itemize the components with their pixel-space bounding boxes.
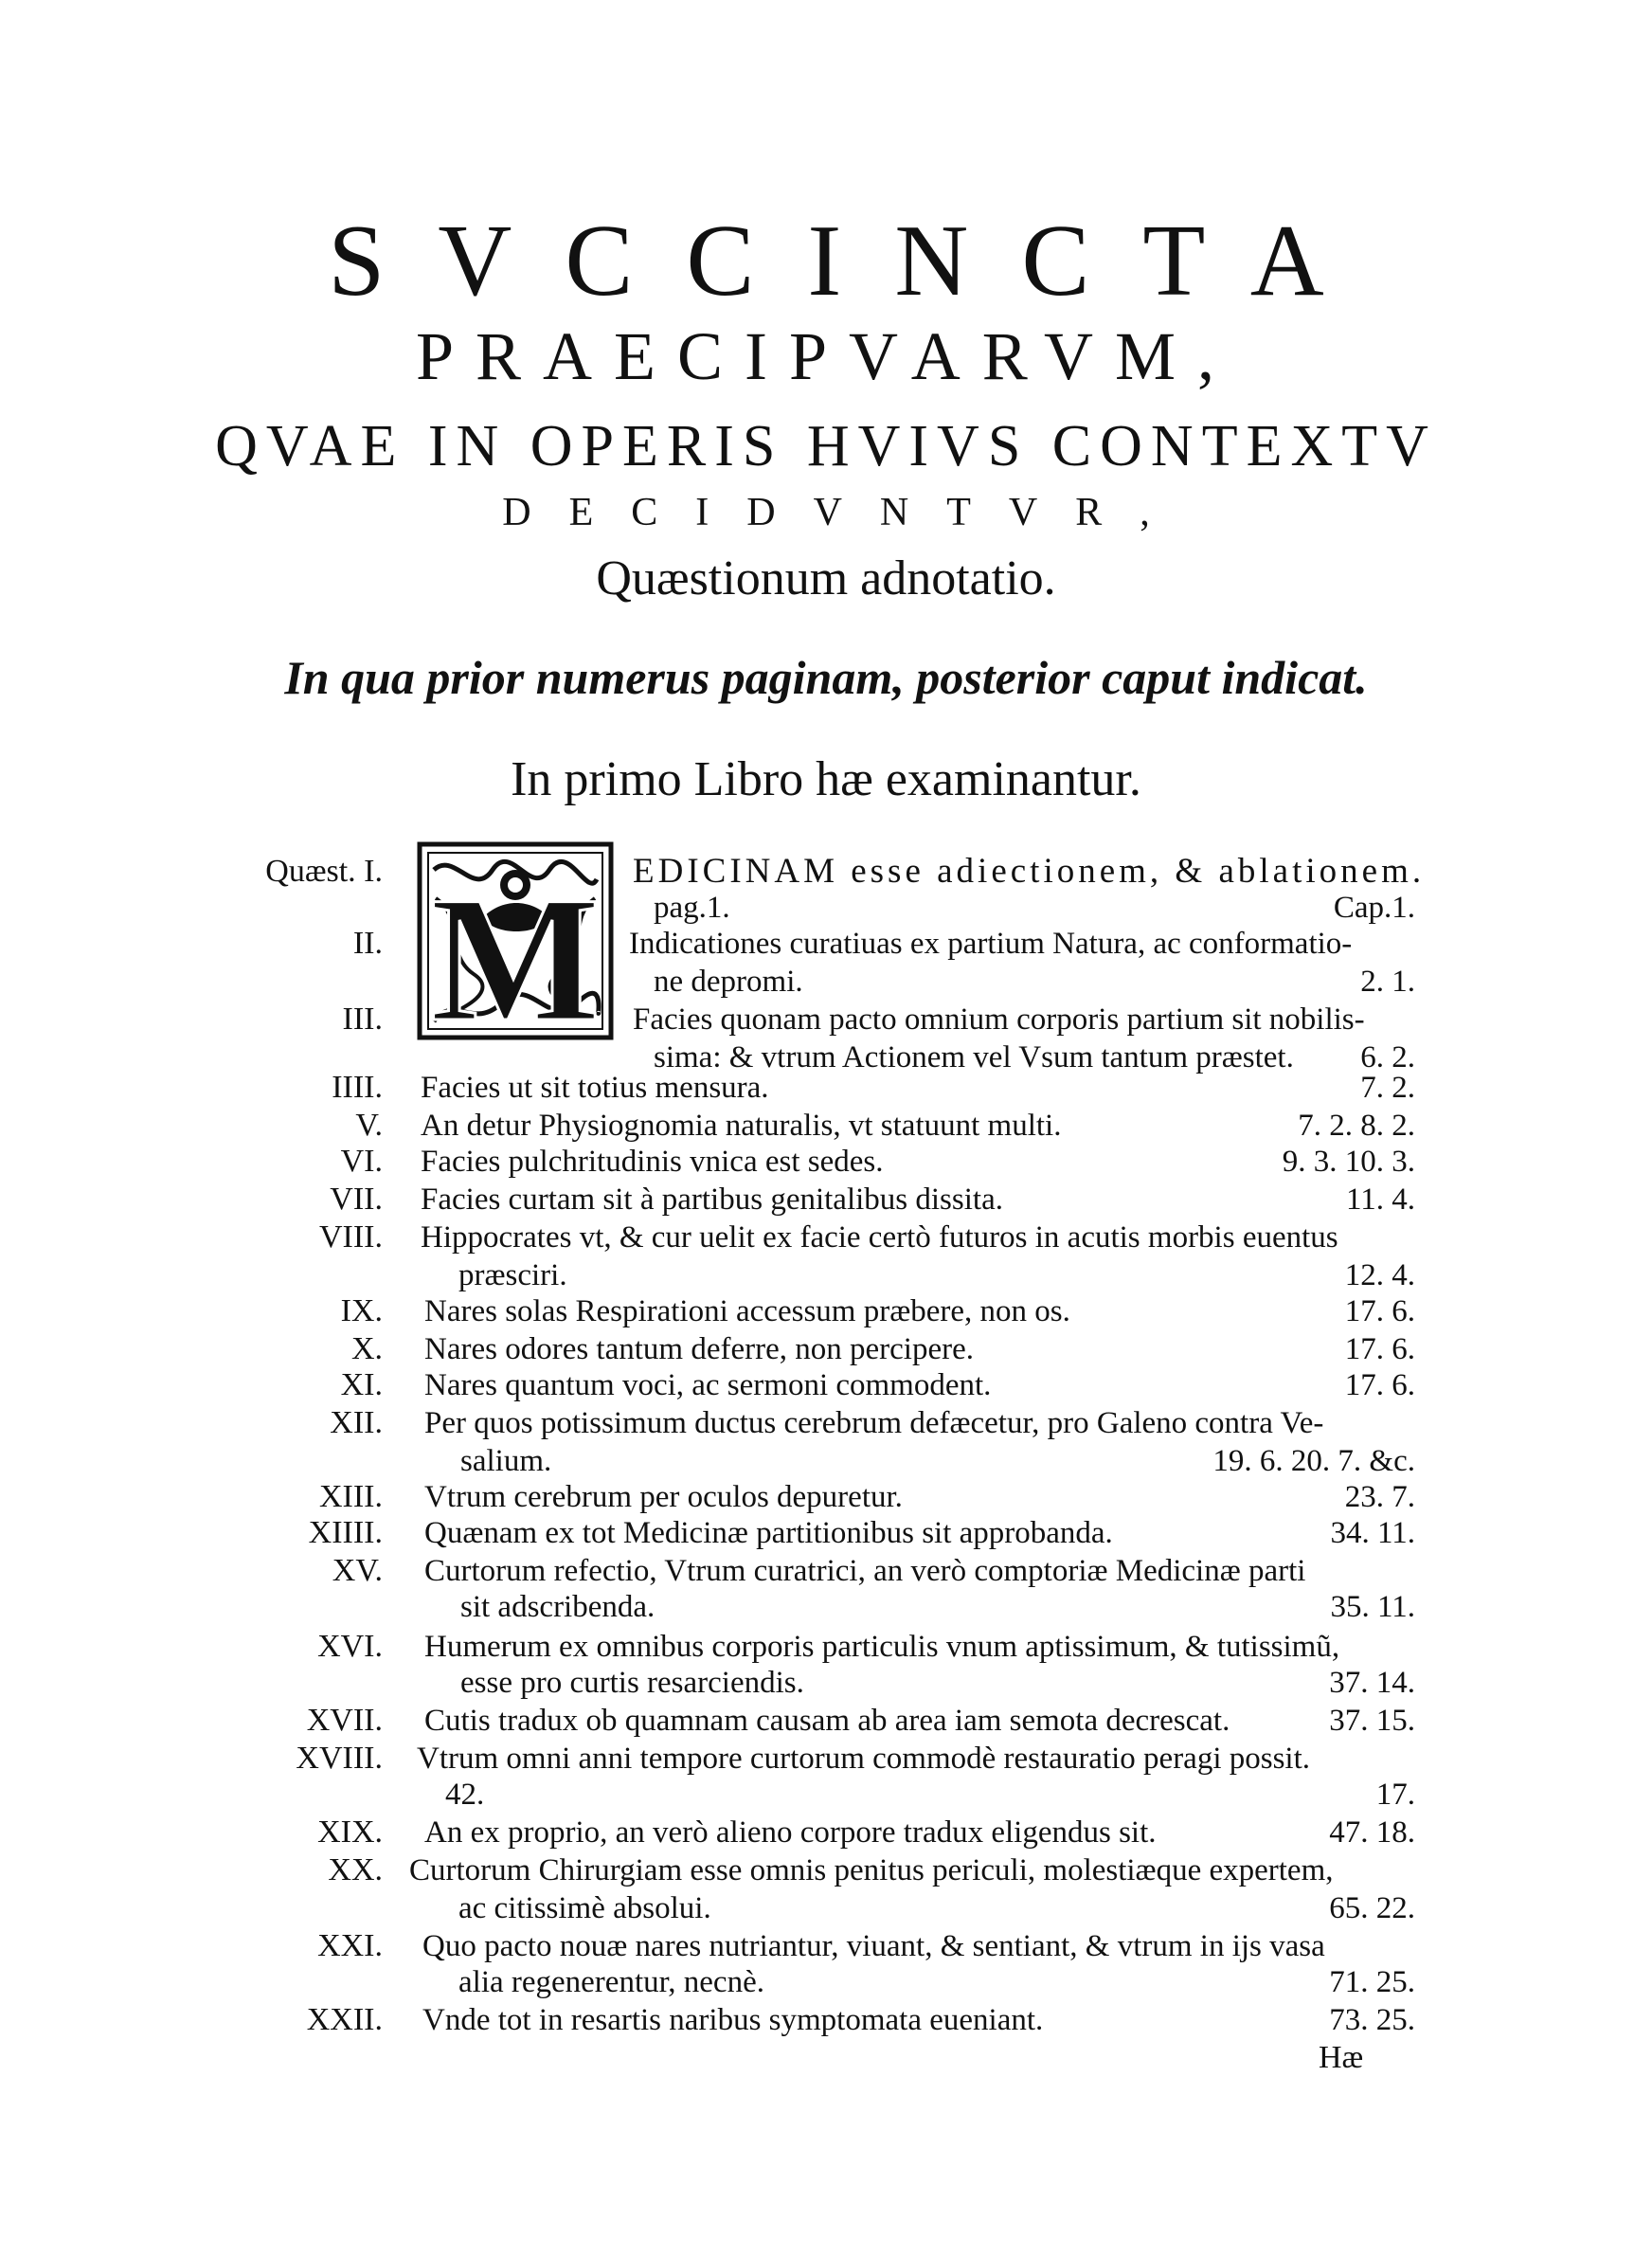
title-line-4: DECIDVNTVR,: [502, 491, 1188, 534]
page-chapter-reference: 9. 3. 10. 3.: [1282, 1145, 1415, 1179]
question-text-line: Quo pacto nouæ nares nutriantur, viuant, & sentiant, & vtrum in ijs vasa: [422, 1929, 1325, 1963]
question-number: XV.: [332, 1553, 383, 1588]
page-chapter-reference: 73. 25.: [1329, 2003, 1415, 2037]
question-text-line: Facies curtam sit à partibus genitalibus dissita.: [421, 1183, 1003, 1217]
page-chapter-reference: 11. 4.: [1345, 1183, 1415, 1217]
question-text-line: Indicationes curatiuas ex partium Natura, ac conformatio-: [629, 927, 1353, 961]
page-chapter-reference: 37. 14.: [1329, 1666, 1415, 1700]
question-text-line: ac citissimè absolui.: [458, 1891, 711, 1925]
question-text-line: Facies pulchritudinis vnica est sedes.: [421, 1145, 884, 1179]
catchword: Hæ: [1319, 2040, 1364, 2075]
question-text-line: Facies ut sit totius mensura.: [421, 1071, 769, 1105]
question-number: XVII.: [306, 1703, 383, 1738]
question-number: XIIII.: [308, 1515, 383, 1550]
question-number: XX.: [328, 1852, 383, 1887]
question-text-line: Curtorum refectio, Vtrum curatrici, an verò comptoriæ Medicinæ parti: [424, 1554, 1306, 1588]
question-text-line: Quænam ex tot Medicinæ partitionibus sit approbanda.: [424, 1516, 1113, 1550]
italic-note: In qua prior numerus paginam, posterior caput indicat.: [284, 651, 1368, 704]
question-text-line: Nares quantum voci, ac sermoni commodent.: [424, 1368, 992, 1402]
question-text-line: Cutis tradux ob quamnam causam ab area iam semota decrescat.: [424, 1704, 1230, 1738]
page-chapter-reference: 12. 4.: [1344, 1258, 1415, 1292]
question-number: III.: [342, 1002, 383, 1037]
page-chapter-reference: 7. 2.: [1360, 1071, 1415, 1105]
page-chapter-reference: 65. 22.: [1329, 1891, 1415, 1925]
question-text-line: Per quos potissimum ductus cerebrum defæcetur, pro Galeno contra Ve-: [424, 1406, 1324, 1440]
question-text-line: præsciri.: [458, 1258, 567, 1292]
question-number: VIII.: [318, 1219, 383, 1255]
question-text-line: Curtorum Chirurgiam esse omnis penitus periculi, molestiæque expertem,: [409, 1853, 1334, 1887]
question-number: XIII.: [318, 1479, 383, 1514]
question-number: XVI.: [317, 1629, 383, 1664]
page-chapter-reference: 35. 11.: [1330, 1590, 1415, 1624]
question-text-line: sit adscribenda.: [460, 1590, 655, 1624]
question-number: VII.: [330, 1182, 383, 1217]
question-text-line: Humerum ex omnibus corporis particulis vnum aptissimum, & tutissimũ,: [424, 1630, 1340, 1664]
question-number: XIX.: [317, 1815, 383, 1850]
question-number: VI.: [340, 1144, 383, 1179]
question-text-line: sima: & vtrum Actionem vel Vsum tantum præstet.: [654, 1040, 1294, 1074]
question-number: II.: [352, 926, 383, 961]
question-number: X.: [350, 1331, 383, 1366]
question-number: XII.: [330, 1405, 383, 1440]
question-text-line: EDICINAM esse adiectionem, & ablationem.: [633, 852, 1426, 891]
title-line-1: SVCCINCTA: [328, 205, 1377, 317]
question-text-line: An detur Physiognomia naturalis, vt statuunt multi.: [421, 1109, 1062, 1143]
question-number: XI.: [340, 1367, 383, 1402]
section-heading: In primo Libro hæ examinantur.: [511, 752, 1141, 806]
page-chapter-reference: 17. 6.: [1344, 1368, 1415, 1402]
question-text-line: Vnde tot in resartis naribus symptomata eueniant.: [422, 2003, 1044, 2037]
question-text-line: Hippocrates vt, & cur uelit ex facie certò futuros in acutis morbis euentus: [421, 1220, 1338, 1255]
question-text-line: alia regenerentur, necnè.: [458, 1965, 764, 1999]
question-text-line: Vtrum cerebrum per oculos depuretur.: [424, 1480, 903, 1514]
question-number: XXII.: [306, 2002, 383, 2037]
question-text-line: pag.1.: [654, 891, 730, 925]
question-text-line: Facies quonam pacto omnium corporis partium sit nobilis-: [633, 1002, 1365, 1037]
page-chapter-reference: 7. 2. 8. 2.: [1298, 1109, 1415, 1143]
question-number: Quæst. I.: [265, 854, 383, 889]
page-chapter-reference: 2. 1.: [1360, 965, 1415, 999]
title-line-2: PRAECIPVARVM,: [415, 318, 1237, 394]
question-text-line: salium.: [460, 1444, 552, 1478]
page-chapter-reference: 17.: [1375, 1778, 1415, 1812]
decorated-initial-m: [417, 841, 614, 1040]
question-number: XXI.: [317, 1928, 383, 1963]
page-chapter-reference: 17. 6.: [1344, 1294, 1415, 1328]
page-chapter-reference: 71. 25.: [1329, 1965, 1415, 1999]
page-chapter-reference: 19. 6. 20. 7. &c.: [1212, 1444, 1415, 1478]
question-text-line: ne depromi.: [654, 965, 803, 999]
page-chapter-reference: 17. 6.: [1344, 1332, 1415, 1366]
question-text-line: Nares solas Respirationi accessum præbere, non os.: [424, 1294, 1070, 1328]
question-text-line: An ex proprio, an verò alieno corpore tradux eligendus sit.: [424, 1815, 1157, 1850]
question-text-line: 42.: [445, 1778, 485, 1812]
subtitle: Quæstionum adnotatio.: [596, 551, 1056, 605]
page-chapter-reference: 37. 15.: [1329, 1704, 1415, 1738]
question-text-line: Nares odores tantum deferre, non percipere.: [424, 1332, 974, 1366]
title-line-3: QVAE IN OPERIS HVIVS CONTEXTV: [215, 414, 1437, 478]
question-number: XVIII.: [296, 1741, 383, 1776]
question-number: V.: [355, 1108, 383, 1143]
question-text-line: esse pro curtis resarciendis.: [460, 1666, 804, 1700]
page-chapter-reference: Cap.1.: [1333, 891, 1415, 925]
page-chapter-reference: 23. 7.: [1344, 1480, 1415, 1514]
question-number: IIII.: [332, 1070, 383, 1105]
initial-letter: M: [430, 860, 601, 1040]
question-text-line: Vtrum omni anni tempore curtorum commodè restauratio peragi possit.: [417, 1742, 1311, 1776]
page-chapter-reference: 6. 2.: [1360, 1040, 1415, 1074]
page-chapter-reference: 34. 11.: [1330, 1516, 1415, 1550]
page-chapter-reference: 47. 18.: [1329, 1815, 1415, 1850]
question-number: IX.: [340, 1293, 383, 1328]
